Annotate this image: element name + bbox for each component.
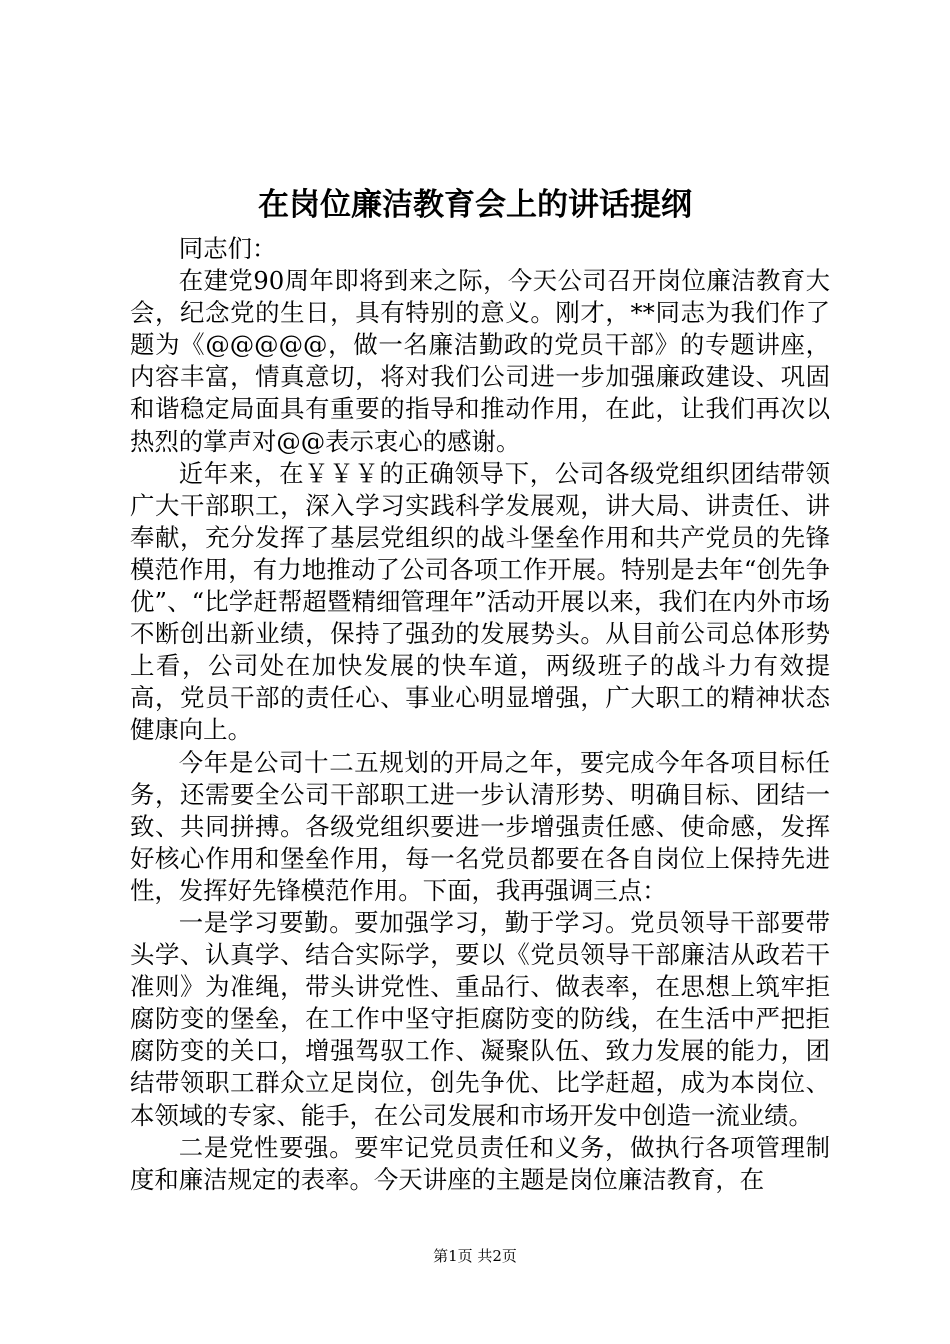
paragraph-recent-years: 近年来，在￥￥￥的正确领导下，公司各级党组织团结带领广大干部职工，深入学习实践科学发展观，讲大局、讲责任、讲奉献，充分发挥了基层党组织的战斗堡垒作用和共产党员的先锋模范作用，有力地推动了公司各项工作开展。特别是去年“创先争优”、“比学赶帮超暨精细管理年”活动开展以来，我们在内外市场不断创出新业绩，保持了强劲的发展势头。从目前公司总体形势上看，公司处在加快发展的快车道，两级班子的战斗力有效提高，党员干部的责任心、事业心明显增强，广大职工的精神状态健康向上。 <box>130 458 830 745</box>
page-footer: 第1页 共2页 <box>433 1247 517 1265</box>
document-body <box>130 233 830 1196</box>
paragraph-this-year: 今年是公司十二五规划的开局之年，要完成今年各项目标任务，还需要全公司干部职工进一步认清形势、明确目标、团结一致、共同拼搏。各级党组织要进一步增强责任感、使命感，发挥好核心作用和堡垒作用，每一名党员都要在各自岗位上保持先进性，发挥好先锋模范作用。下面，我再强调三点： <box>130 747 830 905</box>
paragraph-opening: 在建党90周年即将到来之际，今天公司召开岗位廉洁教育大会，纪念党的生日，具有特别的意义。刚才，**同志为我们作了题为《@@@@@，做一名廉洁勤政的党员干部》的专题讲座，内容丰富，情真意切，将对我们公司进一步加强廉政建设、巩固和谐稳定局面具有重要的指导和推动作用，在此，让我们再次以热烈的掌声对@@表示衷心的感谢。 <box>130 266 830 456</box>
document-title: 在岗位廉洁教育会上的讲话提纲 <box>258 187 692 223</box>
paragraph-point-one: 一是学习要勤。要加强学习，勤于学习。党员领导干部要带头学、认真学、结合实际学，要以《党员领导干部廉洁从政若干准则》为准绳，带头讲党性、重品行、做表率，在思想上筑牢拒腐防变的堡垒，在工作中坚守拒腐防变的防线，在生活中严把拒腐防变的关口，增强驾驭工作、凝聚队伍、致力发展的能力，团结带领职工群众立足岗位，创先争优、比学赶超，成为本岗位、本领域的专家、能手，在公司发展和市场开发中创造一流业绩。 <box>130 907 830 1130</box>
paragraph-point-two: 二是党性要强。要牢记党员责任和义务，做执行各项管理制度和廉洁规定的表率。今天讲座的主题是岗位廉洁教育，在 <box>130 1132 830 1194</box>
salutation: 同志们： <box>178 234 277 263</box>
